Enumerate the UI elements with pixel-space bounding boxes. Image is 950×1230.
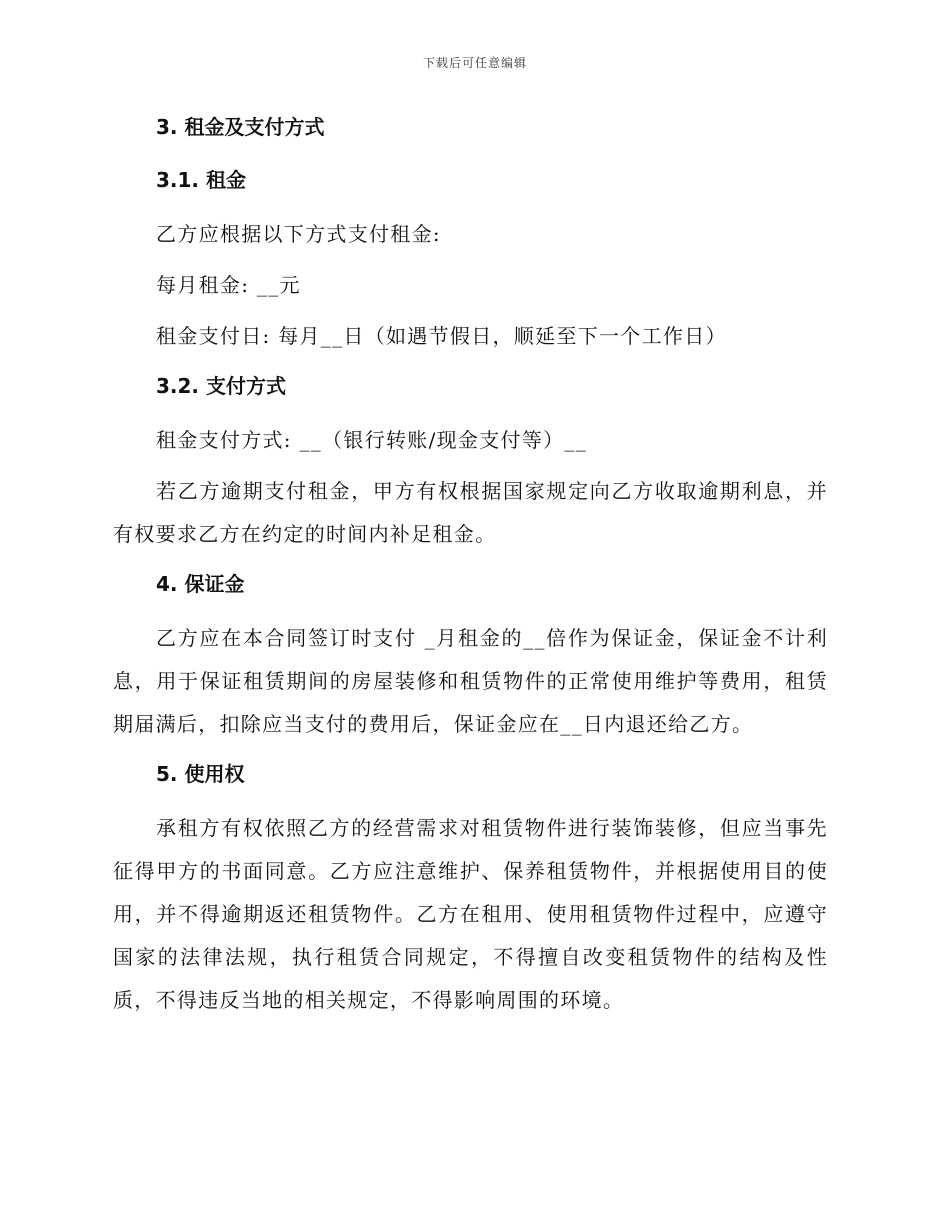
section-3-1-paragraph-3: 租金支付日: 每月__日（如遇节假日，顺延至下一个工作日）	[156, 324, 727, 348]
section-4-paragraph-1: 乙方应在本合同签订时支付 _月租金的__倍作为保证金，保证金不计利息，用于保证租赁期间的房屋装修和租赁物件的正常使用维护等费用，租赁期届满后，扣除应当支付的费用后，保证金应在__日内退还给乙方。	[113, 626, 828, 736]
section-3-1-paragraph-1: 乙方应根据以下方式支付租金:	[156, 222, 441, 246]
section-3-2-title: 3.2. 支付方式	[156, 374, 286, 398]
section-3-1-paragraph-2: 每月租金: __元	[156, 273, 301, 297]
section-4-title: 4. 保证金	[156, 572, 245, 596]
section-3-title: 3. 租金及支付方式	[156, 115, 325, 139]
header-note: 下载后可任意编辑	[422, 56, 527, 70]
section-3-2-paragraph-2: 若乙方逾期支付租金，甲方有权根据国家规定向乙方收取逾期利息，并有权要求乙方在约定的时间内补足租金。	[113, 479, 828, 546]
section-5-title: 5. 使用权	[156, 762, 245, 786]
section-5-paragraph-1: 承租方有权依照乙方的经营需求对租赁物件进行装饰装修，但应当事先征得甲方的书面同意。乙方应注意维护、保养租赁物件，并根据使用目的使用，并不得逾期返还租赁物件。乙方在租用、使用租赁物件过程中，应遵守国家的法律法规，执行租赁合同规定，不得擅自改变租赁物件的结构及性质，不得违反当地的相关规定，不得影响周围的环境。	[113, 816, 828, 1012]
document-body	[113, 108, 828, 1022]
section-3-2-paragraph-1: 租金支付方式: __（银行转账/现金支付等）__	[156, 428, 588, 452]
section-3-1-title: 3.1. 租金	[156, 168, 246, 192]
